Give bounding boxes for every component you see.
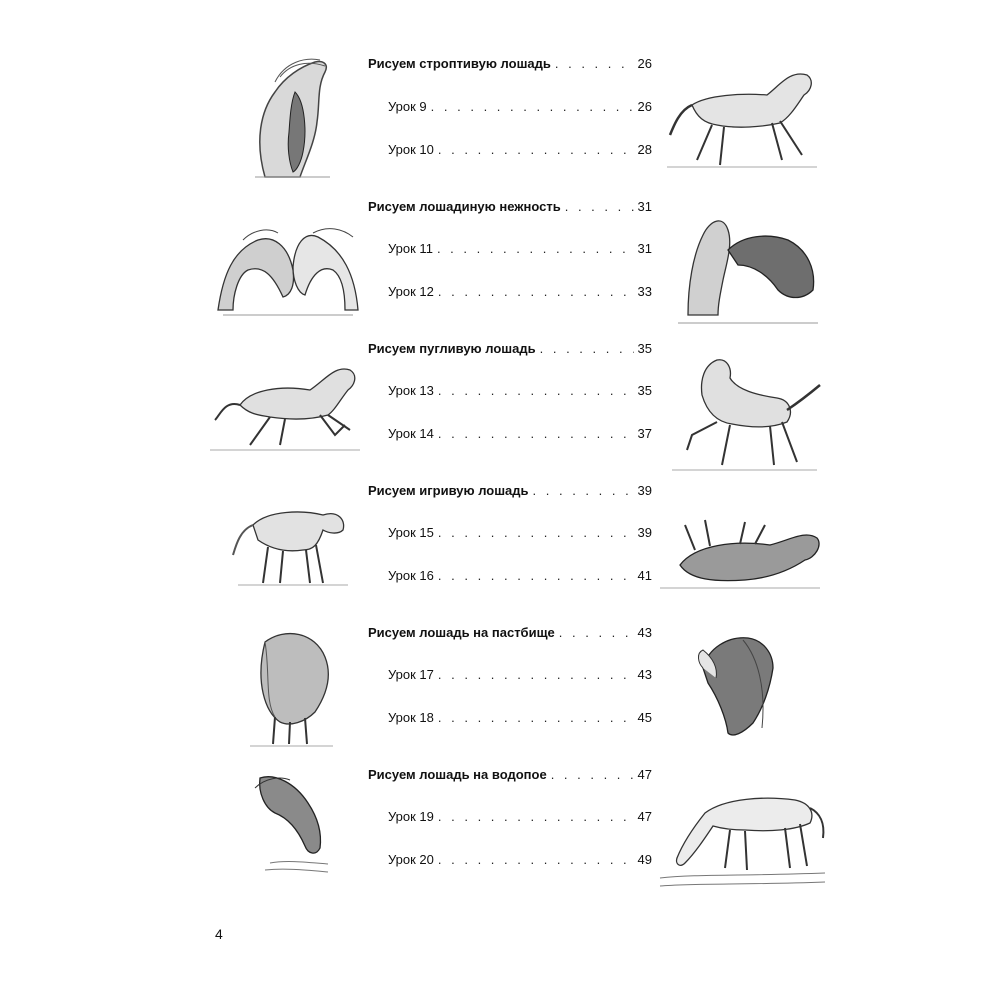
toc-section-5[interactable] <box>368 625 652 641</box>
page-ref: 49 <box>637 852 652 867</box>
leader-dots <box>551 767 634 783</box>
page-ref: 39 <box>637 525 652 540</box>
page-ref: 31 <box>637 241 652 256</box>
leader-dots <box>438 710 634 726</box>
grazing-horse-water-sketch-icon <box>655 768 830 893</box>
section-title: Рисуем лошадь на пастбище <box>368 625 555 640</box>
section-title: Рисуем лошадиную нежность <box>368 199 561 214</box>
prancing-horse-sketch-icon <box>662 350 824 475</box>
lesson-label: Урок 16 <box>388 568 434 583</box>
page-ref: 43 <box>637 625 652 640</box>
leader-dots <box>438 852 634 868</box>
toc-lesson-16[interactable] <box>368 568 652 584</box>
lesson-label: Урок 15 <box>388 525 434 540</box>
toc-section-3[interactable] <box>368 341 652 357</box>
page-ref: 35 <box>637 341 652 356</box>
two-horses-nuzzling-sketch-icon <box>213 215 363 320</box>
section-title: Рисуем лошадь на водопое <box>368 767 547 782</box>
page-ref: 47 <box>637 809 652 824</box>
leader-dots <box>438 809 634 825</box>
horses-affection-sketch-icon <box>668 205 823 327</box>
leader-dots <box>540 341 634 357</box>
page-number: 4 <box>215 926 223 942</box>
toc-section-2[interactable] <box>368 199 652 215</box>
lesson-label: Урок 10 <box>388 142 434 157</box>
toc-lesson-11[interactable] <box>368 241 652 257</box>
horse-looking-back-sketch-icon <box>228 485 353 590</box>
lesson-label: Урок 12 <box>388 284 434 299</box>
toc-lesson-9[interactable] <box>368 99 652 115</box>
toc-lesson-19[interactable] <box>368 809 652 825</box>
section-title: Рисуем игривую лошадь <box>368 483 529 498</box>
leader-dots <box>438 383 634 399</box>
horse-head-sketch-icon <box>245 52 337 182</box>
lesson-label: Урок 19 <box>388 809 434 824</box>
page-ref: 43 <box>637 667 652 682</box>
page-ref: 37 <box>637 426 652 441</box>
page-ref: 39 <box>637 483 652 498</box>
galloping-foal-sketch-icon <box>210 345 365 455</box>
lesson-label: Урок 13 <box>388 383 434 398</box>
lesson-label: Урок 18 <box>388 710 434 725</box>
horse-with-mane-sketch-icon <box>688 628 780 753</box>
leader-dots <box>438 568 634 584</box>
page-ref: 28 <box>637 142 652 157</box>
lesson-label: Урок 17 <box>388 667 434 682</box>
trotting-horse-sketch-icon <box>662 55 822 175</box>
toc-lesson-10[interactable] <box>368 142 652 158</box>
leader-dots <box>533 483 634 499</box>
page-ref: 33 <box>637 284 652 299</box>
leader-dots <box>559 625 634 641</box>
page-ref: 45 <box>637 710 652 725</box>
drinking-horse-sketch-icon <box>250 768 332 880</box>
toc-lesson-12[interactable] <box>368 284 652 300</box>
leader-dots <box>438 525 634 541</box>
toc-lesson-20[interactable] <box>368 852 652 868</box>
grazing-horse-sketch-icon <box>245 622 337 750</box>
toc-section-6[interactable] <box>368 767 652 783</box>
toc-lesson-15[interactable] <box>368 525 652 541</box>
page-ref: 26 <box>637 56 652 71</box>
leader-dots <box>438 142 634 158</box>
page-ref: 41 <box>637 568 652 583</box>
leader-dots <box>437 241 634 257</box>
rolling-horse-sketch-icon <box>655 510 825 595</box>
leader-dots <box>438 426 634 442</box>
page-ref: 35 <box>637 383 652 398</box>
page-ref: 31 <box>637 199 652 214</box>
toc-lesson-18[interactable] <box>368 710 652 726</box>
lesson-label: Урок 9 <box>388 99 427 114</box>
leader-dots <box>565 199 634 215</box>
page-ref: 47 <box>637 767 652 782</box>
leader-dots <box>555 56 634 72</box>
lesson-label: Урок 11 <box>388 241 433 256</box>
lesson-label: Урок 14 <box>388 426 434 441</box>
lesson-label: Урок 20 <box>388 852 434 867</box>
leader-dots <box>431 99 634 115</box>
toc-lesson-14[interactable] <box>368 426 652 442</box>
toc-section-1[interactable] <box>368 56 652 72</box>
page-ref: 26 <box>637 99 652 114</box>
leader-dots <box>438 667 634 683</box>
toc-section-4[interactable] <box>368 483 652 499</box>
section-title: Рисуем строптивую лошадь <box>368 56 551 71</box>
section-title: Рисуем пугливую лошадь <box>368 341 536 356</box>
toc-lesson-17[interactable] <box>368 667 652 683</box>
toc-lesson-13[interactable] <box>368 383 652 399</box>
leader-dots <box>438 284 634 300</box>
